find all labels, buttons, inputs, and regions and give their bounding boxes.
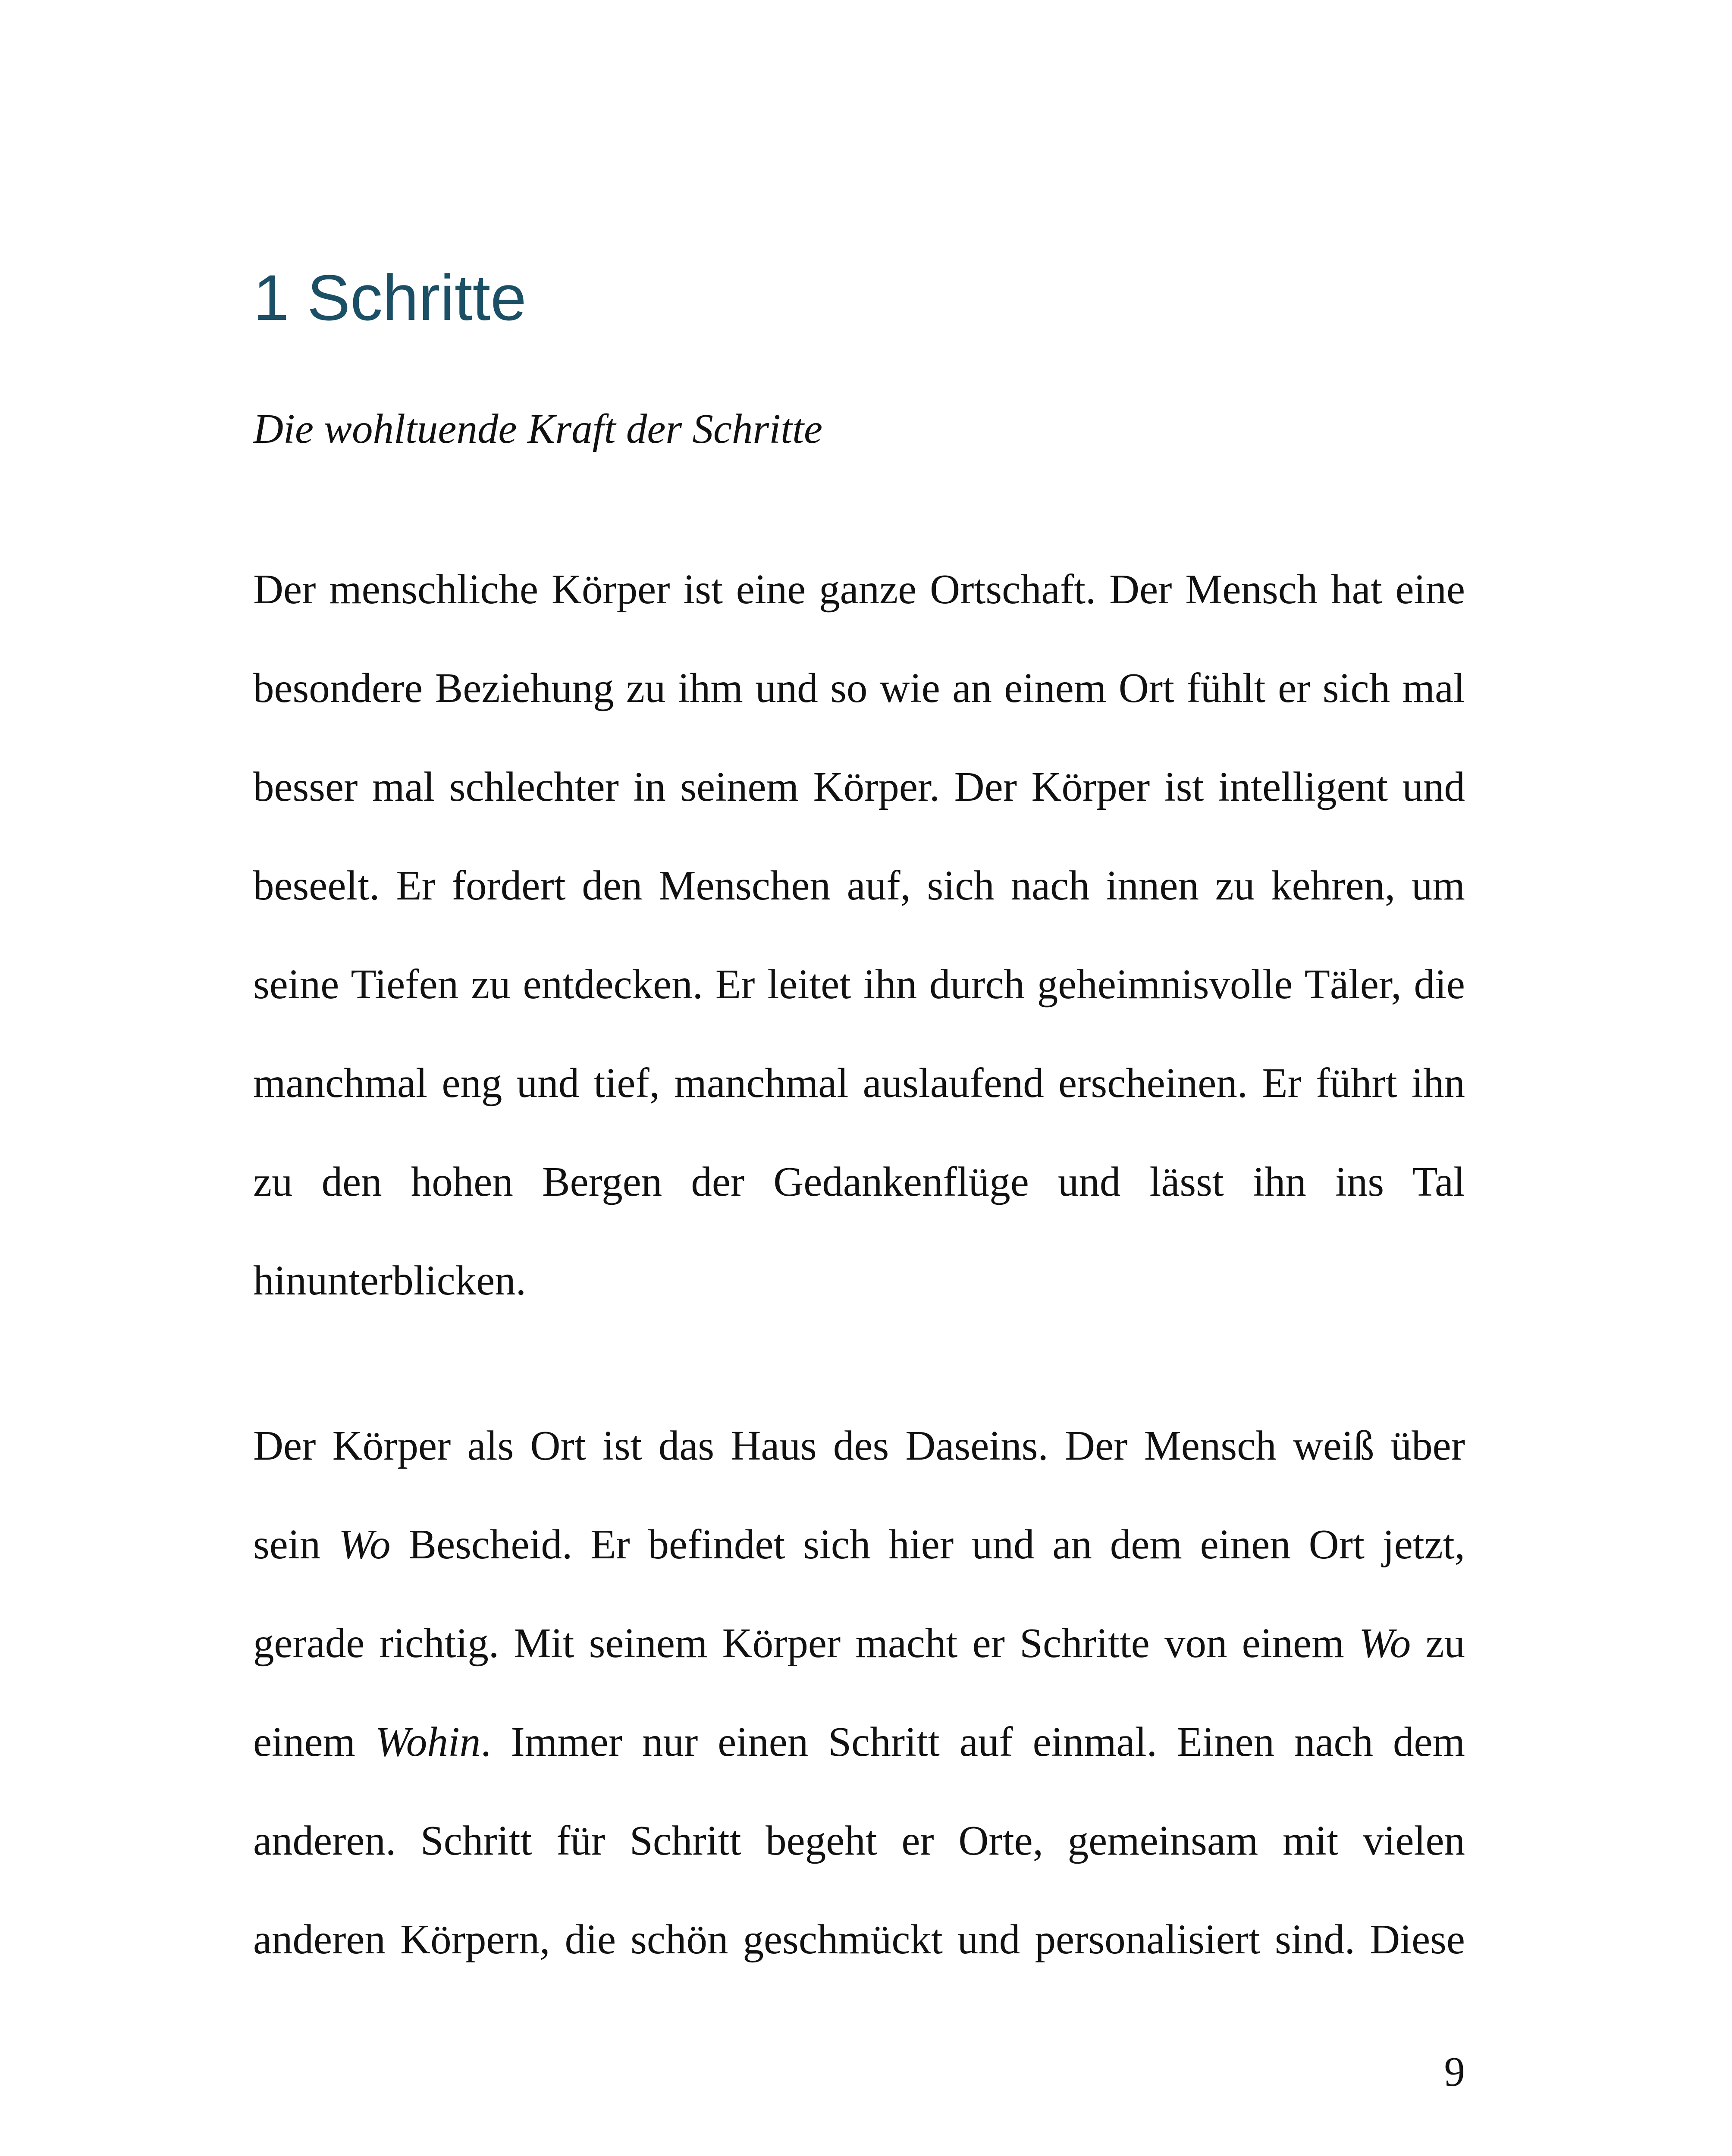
text-run: einem xyxy=(253,1719,375,1765)
text-line: besondere Beziehung zu ihm und so wie an einem Ort fühlt er sich mal xyxy=(253,665,1465,711)
emphasis-text: Wohin xyxy=(375,1719,481,1765)
emphasis-text: Wo xyxy=(339,1521,391,1567)
body-paragraph-1 xyxy=(253,540,1465,1330)
page-number: 9 xyxy=(1444,2049,1465,2095)
body-paragraph-2 xyxy=(253,1396,1465,1989)
text-line: besser mal schlechter in seinem Körper. Der Körper ist intelligent und xyxy=(253,764,1465,810)
text-line: hinunterblicken. xyxy=(253,1257,527,1304)
text-run: . Immer nur einen Schritt auf einmal. Einen nach dem xyxy=(480,1719,1465,1765)
text-line: Der menschliche Körper ist eine ganze Ortschaft. Der Mensch hat eine xyxy=(253,566,1465,612)
text-line: Der Körper als Ort ist das Haus des Daseins. Der Mensch weiß über xyxy=(253,1423,1465,1469)
text-line: seine Tiefen zu entdecken. Er leitet ihn durch geheimnisvolle Täler, die xyxy=(253,961,1465,1007)
text-run: gerade richtig. Mit seinem Körper macht er Schritte von einem xyxy=(253,1620,1359,1666)
text-run: sein xyxy=(253,1521,339,1567)
text-run: zu xyxy=(1411,1620,1465,1666)
text-line xyxy=(253,1692,1465,1791)
chapter-subtitle: Die wohltuende Kraft der Schritte xyxy=(253,406,823,452)
text-line: beseelt. Er fordert den Menschen auf, sich nach innen zu kehren, um xyxy=(253,862,1465,909)
text-line: manchmal eng und tief, manchmal auslaufend erscheinen. Er führt ihn xyxy=(253,1060,1465,1106)
text-run: Bescheid. Er befindet sich hier und an dem einen Ort jetzt, xyxy=(390,1521,1465,1567)
text-line xyxy=(253,1594,1465,1692)
chapter-heading: 1 Schritte xyxy=(253,261,527,334)
text-line: anderen Körpern, die schön geschmückt und personalisiert sind. Diese xyxy=(253,1916,1465,1962)
text-line: anderen. Schritt für Schritt begeht er Orte, gemeinsam mit vielen xyxy=(253,1818,1465,1864)
text-line xyxy=(253,1495,1465,1594)
text-line: zu den hohen Bergen der Gedankenflüge und lässt ihn ins Tal xyxy=(253,1159,1465,1205)
emphasis-text: Wo xyxy=(1359,1620,1411,1666)
